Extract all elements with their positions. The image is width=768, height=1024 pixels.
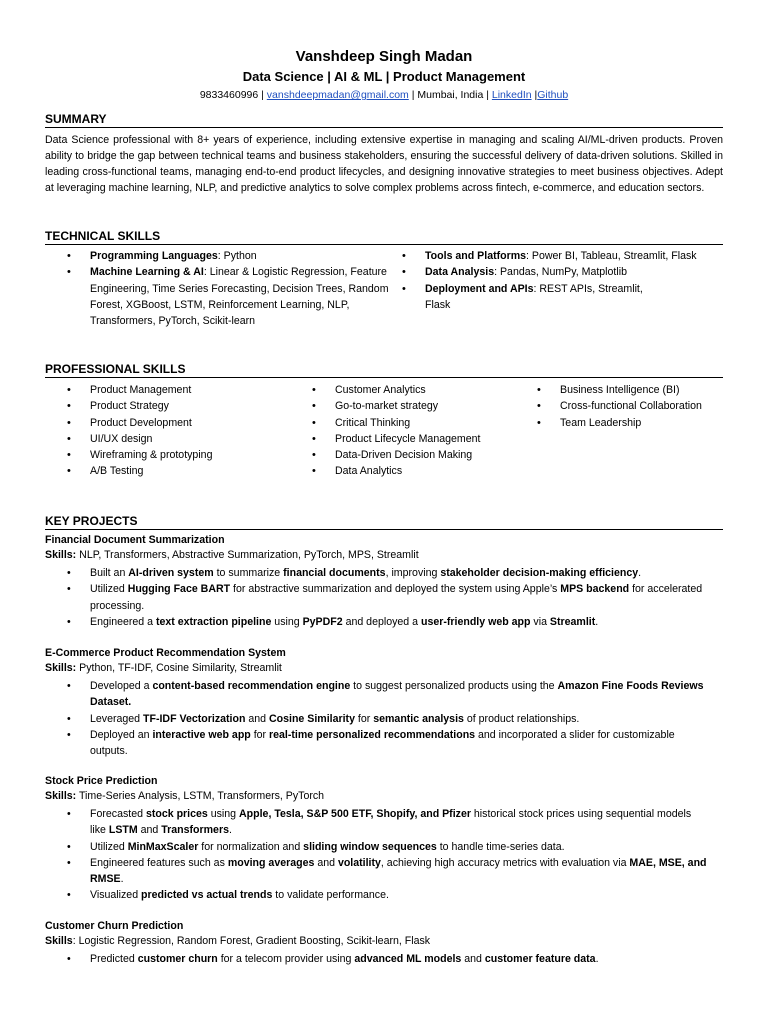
key-projects-heading: KEY PROJECTS (45, 514, 723, 530)
list-item: • Cross-functional Collaboration (537, 400, 702, 413)
list-item: • Team Leadership (537, 416, 642, 429)
list-item: • A/B Testing (67, 465, 144, 478)
list-item: • Wireframing & prototyping (67, 449, 213, 462)
list-item: • Visualized predicted vs actual trends to validate performance. (45, 887, 710, 903)
list-item: • Programming Languages: Python (67, 250, 257, 262)
list-item: • Forecasted stock prices using Apple, Tesla, S&P 500 ETF, Shopify, and Pfizer historical stock prices using sequential models like LSTM and Transformers. (67, 808, 692, 837)
bullet-dot: • (67, 583, 71, 596)
bullet-dot: • (67, 808, 71, 820)
bullet-dot: • (67, 889, 71, 902)
list-item: • Utilized Hugging Face BART for abstractive summarization and deployed the system using Apple’s MPS backend for accelerated processing. (67, 583, 703, 612)
summary-heading: SUMMARY (45, 112, 723, 128)
list-item: • Product Lifecycle Management (312, 432, 481, 445)
project-bullets (45, 678, 710, 759)
project-skills: Skills: Python, TF-IDF, Cosine Similarity, Streamlit (45, 662, 282, 674)
project-title: E-Commerce Product Recommendation System (45, 647, 286, 659)
technical-skills-left (45, 248, 390, 329)
project-title: Stock Price Prediction (45, 775, 158, 787)
list-item: • Product Management (67, 384, 192, 396)
contact-line: 9833460996 | vanshdeepmadan@gmail.com | Mumbai, India | LinkedIn |Github (199, 89, 569, 101)
bullet-dot: • (67, 712, 71, 725)
phone: 9833460996 (199, 89, 259, 101)
list-item: • Machine Learning & AI: Linear & Logistic Regression, Feature Engineering, Time Series Forecasting, Decision Trees, Random Forest, XGBoost, LSTM, Reinforcement Learning, NLP, Transformers, PyTorch, Scikit-learn (67, 266, 389, 328)
project-title: Customer Churn Prediction (45, 920, 184, 932)
list-item: • Go-to-market strategy (312, 400, 439, 413)
project-bullets (45, 565, 710, 630)
bullet-dot: • (67, 840, 71, 853)
linkedin-link[interactable]: LinkedIn (491, 89, 532, 101)
list-item: • UI/UX design (67, 432, 153, 445)
list-item: • Engineered a text extraction pipeline using PyPDF2 and deployed a user-friendly web app via Streamlit. (45, 614, 710, 630)
bullet-dot: • (67, 953, 71, 965)
bullet-dot: • (67, 856, 71, 869)
list-item: • Customer Analytics (312, 384, 426, 396)
list-item: • Data Analytics (312, 465, 403, 478)
list-item: • Engineered features such as moving averages and volatility, achieving high accuracy metrics with evaluation via MAE, MSE, and RMSE. (67, 856, 707, 886)
project-skills: Skills: Logistic Regression, Random Forest, Gradient Boosting, Scikit-learn, Flask (45, 935, 431, 947)
github-link[interactable]: Github (537, 89, 569, 101)
professional-skills-col1 (45, 382, 290, 480)
list-item: • Product Development (67, 416, 192, 429)
professional-skills-col2 (290, 382, 535, 480)
bullet-dot: • (67, 567, 71, 579)
list-item: • Utilized MinMaxScaler for normalization and sliding window sequences to handle time-series data. (45, 839, 710, 855)
list-item: • Product Strategy (67, 400, 169, 413)
bullet-dot: • (67, 728, 71, 741)
tagline: Data Science | AI & ML | Product Management (242, 69, 526, 84)
bullet-dot: • (67, 615, 71, 628)
list-item: • Deployed an interactive web app for real-time personalized recommendations and incorporated a slider for customizable outputs. (67, 728, 675, 758)
list-item: • Business Intelligence (BI) (537, 384, 680, 396)
list-item: • Built an AI-driven system to summarize financial documents, improving stakeholder decision-making efficiency. (45, 565, 710, 581)
professional-skills-heading: PROFESSIONAL SKILLS (45, 362, 723, 378)
list-item: • Tools and Platforms: Power BI, Tableau, Streamlit, Flask (402, 250, 697, 262)
project-skills: Skills: Time-Series Analysis, LSTM, Transformers, PyTorch (45, 790, 325, 802)
list-item: • Leveraged TF-IDF Vectorization and Cosine Similarity for semantic analysis of product relationships. (45, 711, 710, 727)
list-item: • Data-Driven Decision Making (312, 449, 473, 462)
bullet-dot: • (67, 680, 71, 692)
technical-skills-right (380, 248, 720, 313)
project-skills: Skills: NLP, Transformers, Abstractive Summarization, PyTorch, MPS, Streamlit (45, 549, 419, 561)
email-link[interactable]: vanshdeepmadan@gmail.com (266, 89, 409, 101)
list-item: • Data Analysis: Pandas, NumPy, Matplotlib (402, 266, 627, 279)
project-bullets (45, 806, 710, 904)
candidate-name: Vanshdeep Singh Madan (295, 48, 473, 65)
project-title: Financial Document Summarization (45, 534, 225, 546)
list-item: • Developed a content-based recommendation engine to suggest personalized products using the Amazon Fine Foods Reviews Dataset. (67, 680, 704, 709)
location: Mumbai, India (417, 89, 484, 101)
summary-text: Data Science professional with 8+ years of experience, including extensive expertise in managing and scaling AI/ML-driven products. Proven ability to bridge the gap between technical teams and business stakeholders, ensuring the successful delivery of data-driven solutions. Skilled in leading cross-functional teams, managing end-to-end product lifecycles, and designing innovative strategies to meet business objectives. Adept at leveraging machine learning, NLP, and predictive analytics to solve complex problems across fintech, e-commerce, and education sectors. (45, 134, 723, 194)
project-bullets (45, 951, 710, 967)
list-item: • Critical Thinking (312, 416, 411, 429)
technical-skills-heading: TECHNICAL SKILLS (45, 229, 723, 245)
list-item: • Deployment and APIs: REST APIs, Streamlit, Flask (402, 282, 643, 311)
list-item: • Predicted customer churn for a telecom provider using advanced ML models and customer feature data. (45, 951, 710, 967)
professional-skills-col3 (515, 382, 725, 431)
